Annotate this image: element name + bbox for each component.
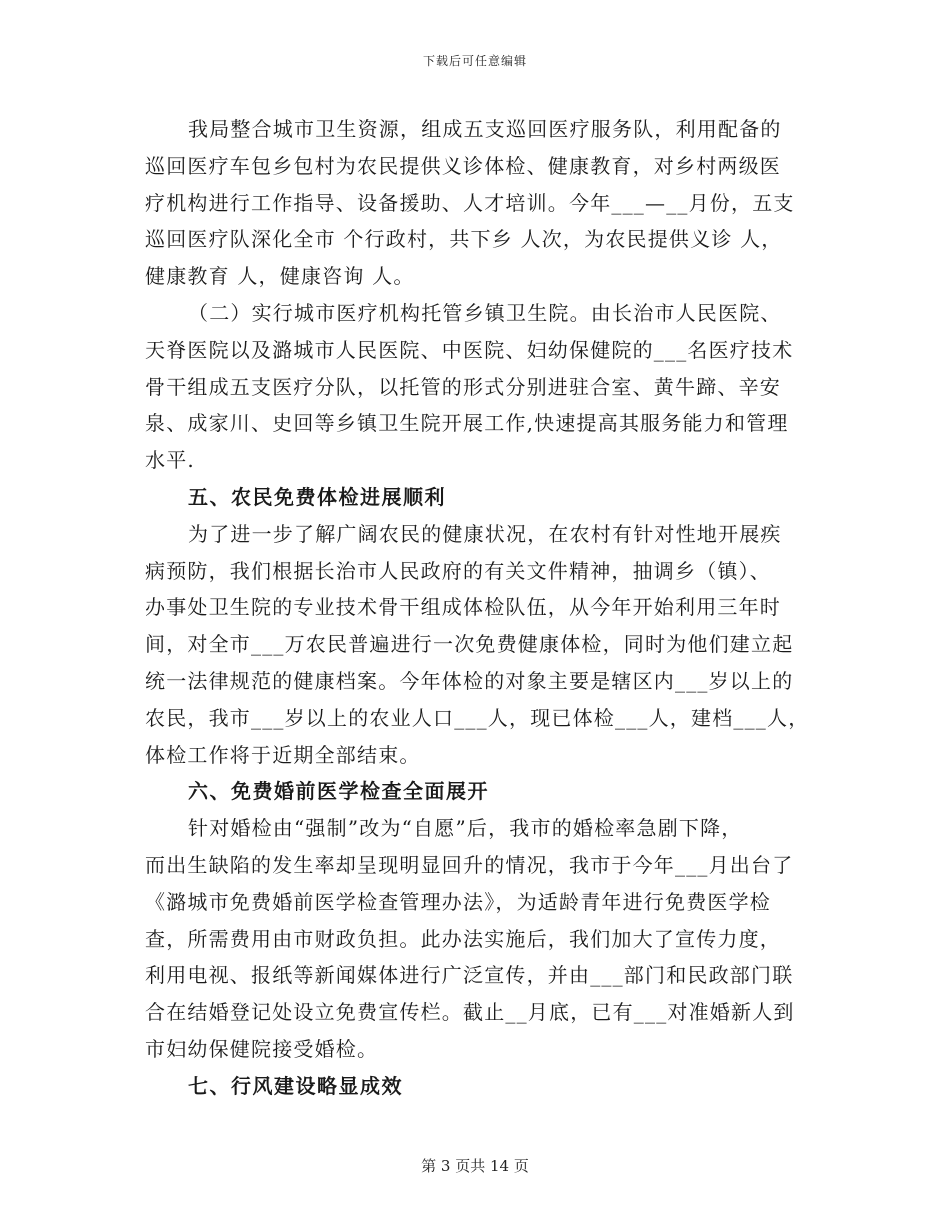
section-heading: 六、免费婚前医学检查全面展开 [188,779,489,804]
section-heading: 七、行风建设略显成效 [188,1073,403,1098]
paragraph-line: 天脊医院以及潞城市人民医院、中医院、妇幼保健院的___名医疗技术 [145,337,794,362]
paragraph-line: 利用电视、报纸等新闻媒体进行广泛宣传，并由___部门和民政部门联 [145,963,794,988]
paragraph-line: 针对婚检由“强制”改为“自愿”后，我市的婚检率急剧下降， [188,816,743,841]
section-heading: 五、农民免费体检进展顺利 [188,484,446,509]
paragraph-line: 农民，我市___岁以上的农业人口___人，现已体检___人，建档___人， [145,705,810,730]
paragraph-line: 病预防，我们根据长治市人民政府的有关文件精神，抽调乡（镇）、 [145,558,771,583]
paragraph-line: 间，对全市___万农民普遍进行一次免费健康体检，同时为他们建立起 [145,632,794,657]
paragraph-line: 合在结婚登记处设立免费宣传栏。截止__月底，已有___对准婚新人到 [145,1000,795,1025]
paragraph-line: 巡回医疗车包乡包村为农民提供义诊体检、健康教育，对乡村两级医 [145,153,781,178]
paragraph-line: 为了进一步了解广阔农民的健康状况，在农村有针对性地开展疾 [188,521,782,546]
paragraph-line: 健康教育 人，健康咨询 人。 [145,264,415,289]
paragraph-line: 体检工作将于近期全部结束。 [145,742,421,767]
paragraph-line: 办事处卫生院的专业技术骨干组成体检队伍，从今年开始利用三年时 [145,595,781,620]
paragraph-line: 我局整合城市卫生资源，组成五支巡回医疗服务队，利用配备的 [188,117,782,141]
paragraph-line: 骨干组成五支医疗分队，以托管的形式分别进驻合室、黄牛蹄、辛安 [145,374,781,399]
paragraph-line: 统一法律规范的健康档案。今年体检的对象主要是辖区内___岁以上的 [145,668,794,693]
paragraph-line: 而出生缺陷的发生率却呈现明显回升的情况，我市于今年___月出台了 [145,852,794,877]
paragraph-line: 泉、成家川、史回等乡镇卫生院开展工作,快速提高其服务能力和管理 [145,411,789,436]
paragraph-line: 市妇幼保健院接受婚检。 [145,1036,379,1061]
document-body [145,111,815,1105]
paragraph-line: 查，所需费用由市财政负担。此办法实施后，我们加大了宣传力度， [145,926,781,951]
paragraph-line: 疗机构进行工作指导、设备援助、人才培训。今年___—__月份，五支 [145,190,795,215]
paragraph-line: 巡回医疗队深化全市 个行政村，共下乡 人次，为农民提供义诊 人， [145,227,783,252]
page-footer: 第 3 页共 14 页 [421,1157,529,1175]
paragraph-line: 《潞城市免费婚前医学检查管理办法》，为适龄青年进行免费医学检 [145,889,771,914]
paragraph-line: 水平. [145,448,195,473]
paragraph-line: （二）实行城市医疗机构托管乡镇卫生院。由长治市人民医院、 [188,300,782,325]
page-header: 下载后可任意编辑 [422,54,527,68]
